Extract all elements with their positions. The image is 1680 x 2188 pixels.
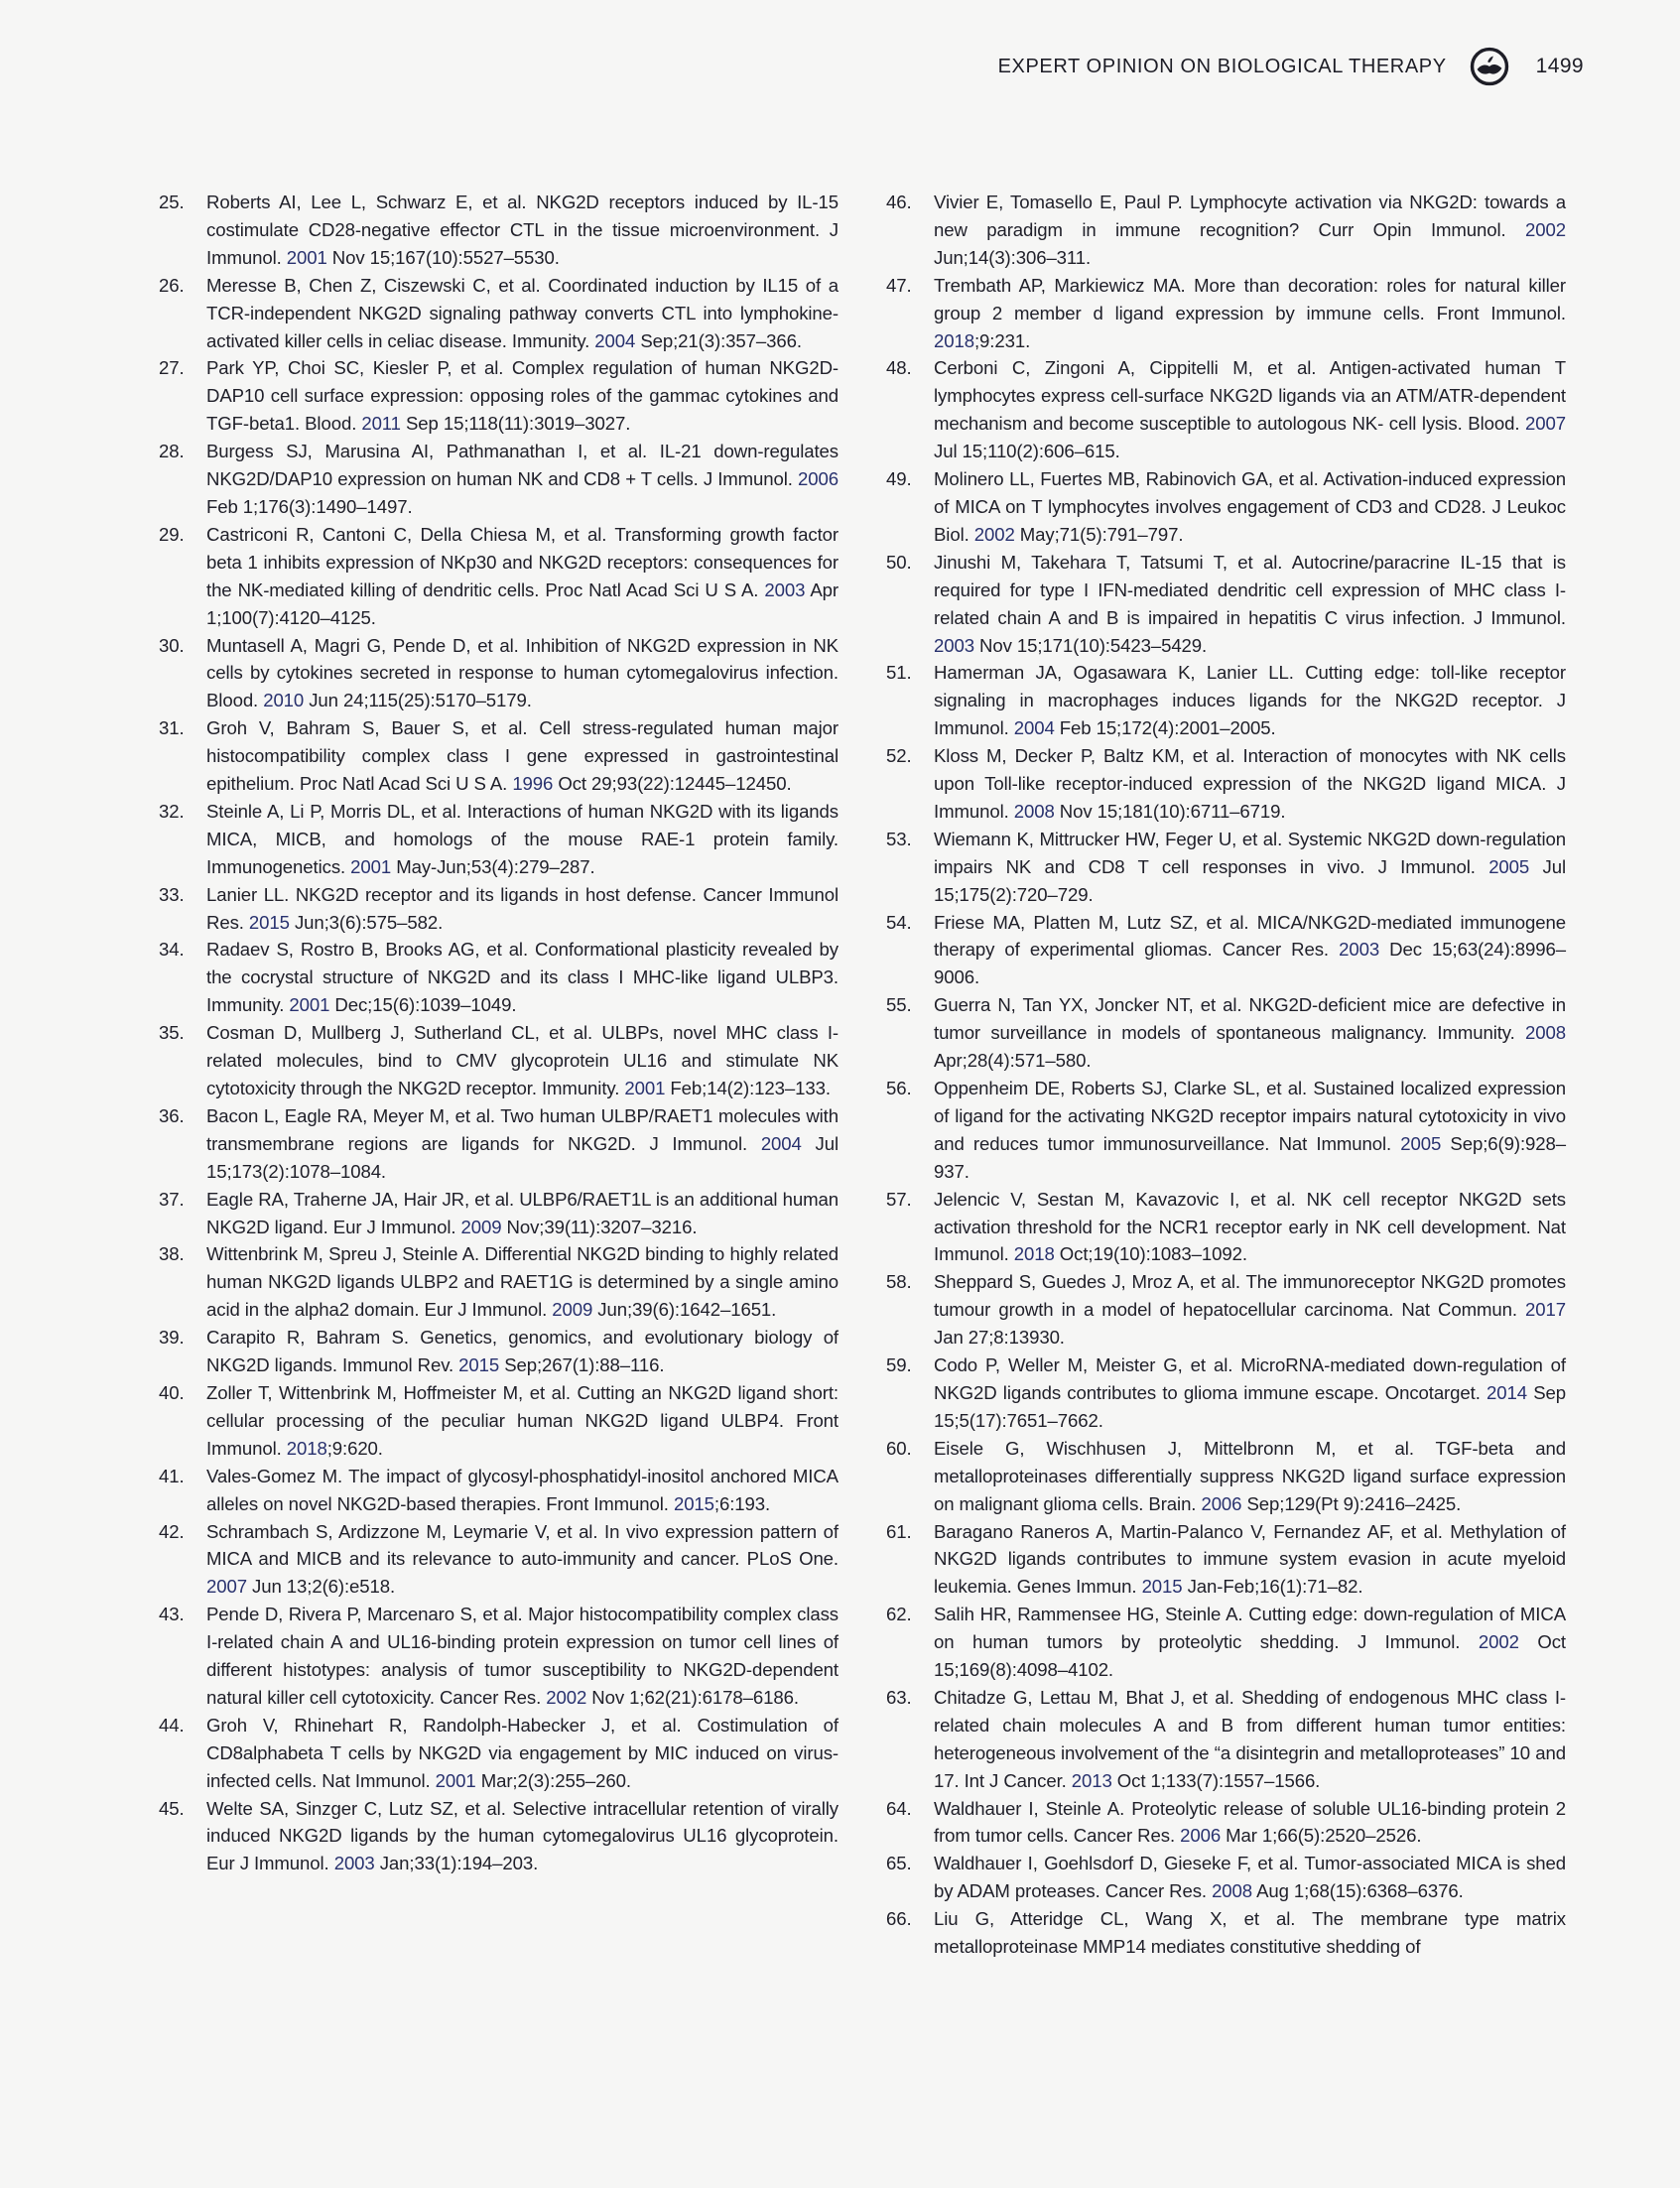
reference-item: 39. Carapito R, Bahram S. Genetics, genomics, and evolutionary biology of NKG2D ligands. Immunol Rev. 2015 Sep;267(1):88–116. [159, 1324, 839, 1379]
reference-number: 49. [886, 468, 912, 490]
reference-number: 27. [159, 357, 185, 379]
reference-year-link[interactable]: 2006 [1201, 1492, 1242, 1514]
reference-number: 44. [159, 1714, 185, 1736]
reference-number: 47. [886, 274, 912, 296]
reference-year-link[interactable]: 2009 [552, 1299, 593, 1321]
reference-year-link[interactable]: 2015 [1141, 1576, 1183, 1598]
reference-number: 62. [886, 1604, 912, 1625]
reference-year-link[interactable]: 2006 [798, 468, 839, 490]
reference-number: 32. [159, 800, 185, 822]
reference-year-link[interactable]: 2002 [546, 1686, 587, 1708]
reference-year-link[interactable]: 2017 [1525, 1299, 1566, 1321]
reference-item: 47. Trembath AP, Markiewicz MA. More than decoration: roles for natural killer group 2 member d ligand expression by immune cells. Front Immunol. 2018;9:231. [886, 272, 1566, 355]
reference-number: 40. [159, 1381, 185, 1403]
reference-item: 41. Vales-Gomez M. The impact of glycosyl-phosphatidyl-inositol anchored MICA alleles on novel NKG2D-based therapies. Front Immunol. 2015;6:193. [159, 1463, 839, 1518]
reference-item: 59. Codo P, Weller M, Meister G, et al. MicroRNA-mediated down-regulation of NKG2D ligands contributes to glioma immune escape. Oncotarget. 2014 Sep 15;5(17):7651–7662. [886, 1351, 1566, 1435]
reference-number: 29. [159, 523, 185, 545]
reference-number: 41. [159, 1465, 185, 1486]
journal-title: EXPERT OPINION ON BIOLOGICAL THERAPY [997, 55, 1447, 77]
reference-year-link[interactable]: 2001 [435, 1769, 476, 1791]
references-column-left [159, 189, 839, 1961]
reference-year-link[interactable]: 2001 [624, 1078, 666, 1098]
reference-item: 36. Bacon L, Eagle RA, Meyer M, et al. Two human ULBP/RAET1 molecules with transmembrane regions are ligands for NKG2D. J Immunol. 2004 Jul 15;173(2):1078–1084. [159, 1102, 839, 1186]
reference-year-link[interactable]: 2018 [1013, 1243, 1055, 1265]
reference-year-link[interactable]: 2007 [206, 1576, 247, 1598]
reference-number: 37. [159, 1188, 185, 1210]
reference-year-link[interactable]: 2002 [973, 523, 1015, 545]
reference-year-link[interactable]: 2015 [673, 1492, 714, 1514]
reference-number: 57. [886, 1188, 912, 1210]
reference-item: 54. Friese MA, Platten M, Lutz SZ, et al. MICA/NKG2D-mediated immunogene therapy of experimental gliomas. Cancer Res. 2003 Dec 15;63(24):8996–9006. [886, 909, 1566, 992]
reference-item: 58. Sheppard S, Guedes J, Mroz A, et al. The immunoreceptor NKG2D promotes tumour growth in a model of hepatocellular carcinoma. Nat Commun. 2017 Jan 27;8:13930. [886, 1268, 1566, 1351]
reference-item: 28. Burgess SJ, Marusina AI, Pathmanathan I, et al. IL-21 down-regulates NKG2D/DAP10 expression on human NK and CD8 + T cells. J Immunol. 2006 Feb 1;176(3):1490–1497. [159, 438, 839, 521]
reference-year-link[interactable]: 2001 [350, 855, 392, 877]
reference-item: 57. Jelencic V, Sestan M, Kavazovic I, et al. NK cell receptor NKG2D sets activation threshold for the NCR1 receptor early in NK cell development. Nat Immunol. 2018 Oct;19(10):1083–1092. [886, 1186, 1566, 1269]
reference-item: 62. Salih HR, Rammensee HG, Steinle A. Cutting edge: down-regulation of MICA on human tumors by proteolytic shedding. J Immunol. 2002 Oct 15;169(8):4098–4102. [886, 1601, 1566, 1684]
reference-item: 46. Vivier E, Tomasello E, Paul P. Lymphocyte activation via NKG2D: towards a new paradigm in immune recognition? Curr Opin Immunol. 2002 Jun;14(3):306–311. [886, 189, 1566, 272]
reference-item: 29. Castriconi R, Cantoni C, Della Chiesa M, et al. Transforming growth factor beta 1 inhibits expression of NKp30 and NKG2D receptors: consequences for the NK-mediated killing of dendritic cells. Proc Natl Acad Sci U S A. 2003 Apr 1;100(7):4120–4125. [159, 521, 839, 632]
reference-number: 25. [159, 192, 185, 212]
reference-item: 52. Kloss M, Decker P, Baltz KM, et al. Interaction of monocytes with NK cells upon Toll-like receptor-induced expression of the NKG2D ligand MICA. J Immunol. 2008 Nov 15;181(10):6711–6719. [886, 742, 1566, 826]
reference-number: 56. [886, 1078, 912, 1098]
reference-item: 25. Roberts AI, Lee L, Schwarz E, et al. NKG2D receptors induced by IL-15 costimulate CD28-negative effector CTL in the tissue microenvironment. J Immunol. 2001 Nov 15;167(10):5527–5530. [159, 189, 839, 272]
references-section [159, 189, 1566, 1961]
reference-year-link[interactable]: 2003 [333, 1853, 375, 1874]
reference-item: 32. Steinle A, Li P, Morris DL, et al. Interactions of human NKG2D with its ligands MICA, MICB, and homologs of the mouse RAE-1 protein family. Immunogenetics. 2001 May-Jun;53(4):279–287. [159, 798, 839, 881]
reference-item: 64. Waldhauer I, Steinle A. Proteolytic release of soluble UL16-binding protein 2 from tumor cells. Cancer Res. 2006 Mar 1;66(5):2520–2526. [886, 1795, 1566, 1851]
reference-item: 53. Wiemann K, Mittrucker HW, Feger U, et al. Systemic NKG2D down-regulation impairs NK and CD8 T cell responses in vivo. J Immunol. 2005 Jul 15;175(2):720–729. [886, 826, 1566, 909]
reference-year-link[interactable]: 2002 [1478, 1631, 1519, 1653]
reference-number: 66. [886, 1908, 912, 1930]
reference-item: 26. Meresse B, Chen Z, Ciszewski C, et al. Coordinated induction by IL15 of a TCR-independent NKG2D signaling pathway converts CTL into lymphokine-activated killer cells in celiac disease. Immunity. 2004 Sep;21(3):357–366. [159, 272, 839, 355]
reference-year-link[interactable]: 2018 [934, 329, 974, 351]
reference-year-link[interactable]: 2008 [1525, 1022, 1566, 1044]
reference-year-link[interactable]: 2009 [460, 1216, 502, 1237]
reference-item: 33. Lanier LL. NKG2D receptor and its ligands in host defense. Cancer Immunol Res. 2015 Jun;3(6):575–582. [159, 881, 839, 937]
reference-item: 45. Welte SA, Sinzger C, Lutz SZ, et al. Selective intracellular retention of virally induced NKG2D ligands by the human cytomegalovirus UL16 glycoprotein. Eur J Immunol. 2003 Jan;33(1):194–203. [159, 1795, 839, 1878]
reference-item: 42. Schrambach S, Ardizzone M, Leymarie V, et al. In vivo expression pattern of MICA and MICB and its relevance to auto-immunity and cancer. PLoS One. 2007 Jun 13;2(6):e518. [159, 1518, 839, 1602]
reference-number: 45. [159, 1797, 185, 1819]
reference-number: 31. [159, 717, 185, 739]
reference-number: 52. [886, 745, 912, 767]
reference-year-link[interactable]: 2005 [1400, 1132, 1442, 1154]
reference-year-link[interactable]: 2002 [1525, 218, 1566, 240]
reference-year-link[interactable]: 2001 [289, 994, 330, 1016]
reference-number: 43. [159, 1604, 185, 1625]
reference-number: 30. [159, 634, 185, 656]
reference-item: 31. Groh V, Bahram S, Bauer S, et al. Cell stress-regulated human major histocompatibility complex class I gene expressed in gastrointestinal epithelium. Proc Natl Acad Sci U S A. 1996 Oct 29;93(22):12445–12450. [159, 714, 839, 798]
reference-number: 28. [159, 441, 185, 462]
reference-item: 61. Baragano Raneros A, Martin-Palanco V, Fernandez AF, et al. Methylation of NKG2D ligands contributes to immune system evasion in acute myeloid leukemia. Genes Immun. 2015 Jan-Feb;16(1):71–82. [886, 1518, 1566, 1602]
reference-number: 46. [886, 192, 912, 212]
reference-number: 26. [159, 274, 185, 296]
reference-year-link[interactable]: 2006 [1180, 1825, 1222, 1847]
reference-item: 56. Oppenheim DE, Roberts SJ, Clarke SL, et al. Sustained localized expression of ligand for the activating NKG2D receptor impairs natural cytotoxicity in vivo and reduces tumor immunosurveillance. Nat Immunol. 2005 Sep;6(9):928–937. [886, 1075, 1566, 1186]
reference-number: 58. [886, 1271, 912, 1293]
reference-number: 38. [159, 1243, 185, 1265]
reference-year-link[interactable]: 2015 [248, 911, 290, 933]
reference-year-link[interactable]: 2010 [263, 690, 305, 711]
reference-item: 43. Pende D, Rivera P, Marcenaro S, et al. Major histocompatibility complex class I-related chain A and UL16-binding protein expression on tumor cell lines of different histotypes: analysis of tumor susceptibility to NKG2D-dependent natural killer cell cytotoxicity. Cancer Res. 2002 Nov 1;62(21):6178–6186. [159, 1601, 839, 1712]
reference-number: 34. [159, 939, 185, 961]
reference-year-link[interactable]: 2015 [458, 1354, 500, 1376]
reference-number: 61. [886, 1520, 912, 1542]
reference-year-link[interactable]: 1996 [512, 773, 554, 795]
reference-item: 51. Hamerman JA, Ogasawara K, Lanier LL. Cutting edge: toll-like receptor signaling in macrophages induces ligands for the NKG2D receptor. J Immunol. 2004 Feb 15;172(4):2001–2005. [886, 659, 1566, 742]
reference-number: 54. [886, 911, 912, 933]
reference-year-link[interactable]: 2005 [1488, 855, 1530, 877]
reference-number: 48. [886, 357, 912, 379]
reference-number: 35. [159, 1022, 185, 1044]
reference-year-link[interactable]: 2003 [934, 634, 974, 656]
journal-logo-icon [1469, 46, 1510, 87]
reference-number: 65. [886, 1853, 912, 1874]
reference-item: 65. Waldhauer I, Goehlsdorf D, Gieseke F, et al. Tumor-associated MICA is shed by ADAM proteases. Cancer Res. 2008 Aug 1;68(15):6368–6376. [886, 1850, 1566, 1905]
reference-number: 63. [886, 1686, 912, 1708]
reference-year-link[interactable]: 2003 [764, 579, 806, 600]
reference-item: 38. Wittenbrink M, Spreu J, Steinle A. Differential NKG2D binding to highly related human NKG2D ligands ULBP2 and RAET1G is determined by a single amino acid in the alpha2 domain. Eur J Immunol. 2009 Jun;39(6):1642–1651. [159, 1240, 839, 1324]
reference-item: 44. Groh V, Rhinehart R, Randolph-Habecker J, et al. Costimulation of CD8alphabeta T cells by NKG2D via engagement by MIC induced on virus-infected cells. Nat Immunol. 2001 Mar;2(3):255–260. [159, 1712, 839, 1795]
reference-year-link[interactable]: 2004 [594, 329, 636, 351]
reference-year-link[interactable]: 2008 [1212, 1880, 1253, 1902]
reference-item: 37. Eagle RA, Traherne JA, Hair JR, et al. ULBP6/RAET1L is an additional human NKG2D ligand. Eur J Immunol. 2009 Nov;39(11):3207–3216. [159, 1186, 839, 1241]
reference-year-link[interactable]: 2004 [760, 1132, 802, 1154]
reference-number: 36. [159, 1104, 185, 1126]
reference-year-link[interactable]: 2013 [1071, 1769, 1112, 1791]
page-number: 1499 [1535, 55, 1584, 77]
reference-year-link[interactable]: 2001 [286, 246, 327, 268]
reference-number: 64. [886, 1797, 912, 1819]
reference-item: 35. Cosman D, Mullberg J, Sutherland CL, et al. ULBPs, novel MHC class I-related molecules, bind to CMV glycoprotein UL16 and stimulate NK cytotoxicity through the NKG2D receptor. Immunity. 2001 Feb;14(2):123–133. [159, 1019, 839, 1102]
references-column-right [886, 189, 1566, 1961]
reference-year-link[interactable]: 2011 [361, 413, 401, 435]
reference-item: 50. Jinushi M, Takehara T, Tatsumi T, et al. Autocrine/paracrine IL-15 that is required for type I IFN-mediated dendritic cell expression of MHC class I-related chain A and B is impaired in hepatitis C virus infection. J Immunol. 2003 Nov 15;171(10):5423–5429. [886, 549, 1566, 660]
reference-year-link[interactable]: 2007 [1525, 413, 1566, 435]
reference-item: 40. Zoller T, Wittenbrink M, Hoffmeister M, et al. Cutting an NKG2D ligand short: cellular processing of the peculiar human NKG2D ligand ULBP4. Front Immunol. 2018;9:620. [159, 1379, 839, 1463]
reference-item: 34. Radaev S, Rostro B, Brooks AG, et al. Conformational plasticity revealed by the cocrystal structure of NKG2D and its class I MHC-like ligand ULBP3. Immunity. 2001 Dec;15(6):1039–1049. [159, 936, 839, 1019]
reference-year-link[interactable]: 2008 [1013, 800, 1055, 822]
reference-year-link[interactable]: 2003 [1339, 939, 1380, 961]
reference-item: 48. Cerboni C, Zingoni A, Cippitelli M, et al. Antigen-activated human T lymphocytes express cell-surface NKG2D ligands via an ATM/ATR-dependent mechanism and become susceptible to autologous NK- cell lysis. Blood. 2007 Jul 15;110(2):606–615. [886, 354, 1566, 465]
reference-number: 60. [886, 1437, 912, 1459]
reference-number: 50. [886, 551, 912, 573]
reference-number: 53. [886, 828, 912, 849]
reference-number: 55. [886, 994, 912, 1016]
reference-item: 66. Liu G, Atteridge CL, Wang X, et al. The membrane type matrix metalloproteinase MMP14 mediates constitutive shedding of [886, 1905, 1566, 1961]
reference-year-link[interactable]: 2004 [1013, 717, 1055, 739]
reference-number: 39. [159, 1327, 185, 1349]
reference-number: 33. [159, 883, 185, 905]
reference-item: 55. Guerra N, Tan YX, Joncker NT, et al. NKG2D-deficient mice are defective in tumor surveillance in models of spontaneous malignancy. Immunity. 2008 Apr;28(4):571–580. [886, 991, 1566, 1075]
reference-number: 42. [159, 1520, 185, 1542]
reference-number: 59. [886, 1354, 912, 1376]
running-header [998, 46, 1584, 87]
reference-item: 63. Chitadze G, Lettau M, Bhat J, et al. Shedding of endogenous MHC class I-related chain molecules A and B from different human tumor entities: heterogeneous involvement of the “a disintegrin and metalloproteases” 10 and 17. Int J Cancer. 2013 Oct 1;133(7):1557–1566. [886, 1684, 1566, 1795]
reference-item: 60. Eisele G, Wischhusen J, Mittelbronn M, et al. TGF-beta and metalloproteinases differentially suppress NKG2D ligand surface expression on malignant glioma cells. Brain. 2006 Sep;129(Pt 9):2416–2425. [886, 1435, 1566, 1518]
reference-number: 51. [886, 662, 912, 684]
reference-item: 30. Muntasell A, Magri G, Pende D, et al. Inhibition of NKG2D expression in NK cells by cytokines secreted in response to human cytomegalovirus infection. Blood. 2010 Jun 24;115(25):5170–5179. [159, 632, 839, 715]
reference-year-link[interactable]: 2014 [1486, 1381, 1527, 1403]
reference-item: 27. Park YP, Choi SC, Kiesler P, et al. Complex regulation of human NKG2D-DAP10 cell surface expression: opposing roles of the gammac cytokines and TGF-beta1. Blood. 2011 Sep 15;118(11):3019–3027. [159, 354, 839, 438]
reference-item: 49. Molinero LL, Fuertes MB, Rabinovich GA, et al. Activation-induced expression of MICA on T lymphocytes involves engagement of CD3 and CD28. J Leukoc Biol. 2002 May;71(5):791–797. [886, 465, 1566, 549]
reference-year-link[interactable]: 2018 [286, 1437, 327, 1459]
